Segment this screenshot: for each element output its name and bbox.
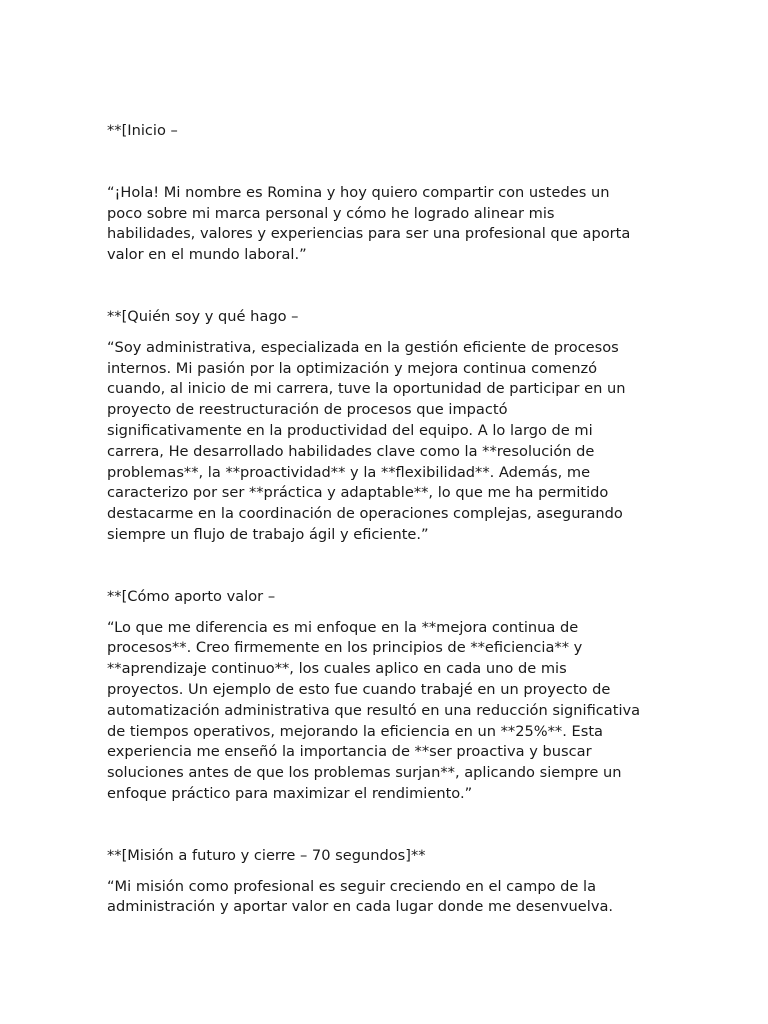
section-heading-quien-soy: **[Quién soy y qué hago – <box>107 307 299 325</box>
section-body-quien-soy: “Soy administrativa, especializada en la gestión eficiente de procesos internos. Mi pasión por la optimización y mejora continua comenzó cuando, al inicio de mi carrera, tuve la oportunidad de participar en un proyecto de reestructuración de procesos que impactó significativamente en la productividad del equipo. A lo largo de mi carrera, He desarrollado habilidades clave como la **resolución de problemas**, la **proactividad** y la **flexibilidad**. Además, me caracterizo por ser **práctica y adaptable**, lo que me ha permitido destacarme en la coordinación de operaciones complejas, asegurando siempre un flujo de trabajo ágil y eficiente.” <box>107 338 626 543</box>
section-heading-inicio: **[Inicio – <box>107 122 178 139</box>
section-body-como-aporto: “Lo que me diferencia es mi enfoque en la **mejora continua de procesos**. Creo firmemente en los principios de **eficiencia** y **aprendizaje continuo**, los cuales aplico en cada uno de mis proyectos. Un ejemplo de esto fue cuando trabajé en un proyecto de automatización administrativa que resultó en una reducción significativa de tiempos operativos, mejorando la eficiencia en un **25%**. Esta experiencia me enseñó la importancia de **ser proactiva y buscar soluciones antes de que los problemas surjan**, aplicando siempre un enfoque práctico para maximizar el rendimiento.” <box>107 618 641 802</box>
section-body-mision: “Mi misión como profesional es seguir creciendo en el campo de la administración y aportar valor en cada lugar donde me desenvuelva. <box>107 877 614 916</box>
section-body-inicio: “¡Hola! Mi nombre es Romina y hoy quiero compartir con ustedes un poco sobre mi marca personal y cómo he logrado alinear mis habilidades, valores y experiencias para ser una profesional que aporta valor en el mundo laboral.” <box>107 183 631 264</box>
document-page <box>107 121 667 918</box>
section-heading-como-aporto: **[Cómo aporto valor – <box>107 587 276 605</box>
section-heading-mision: **[Misión a futuro y cierre – 70 segundos]** <box>107 846 426 864</box>
